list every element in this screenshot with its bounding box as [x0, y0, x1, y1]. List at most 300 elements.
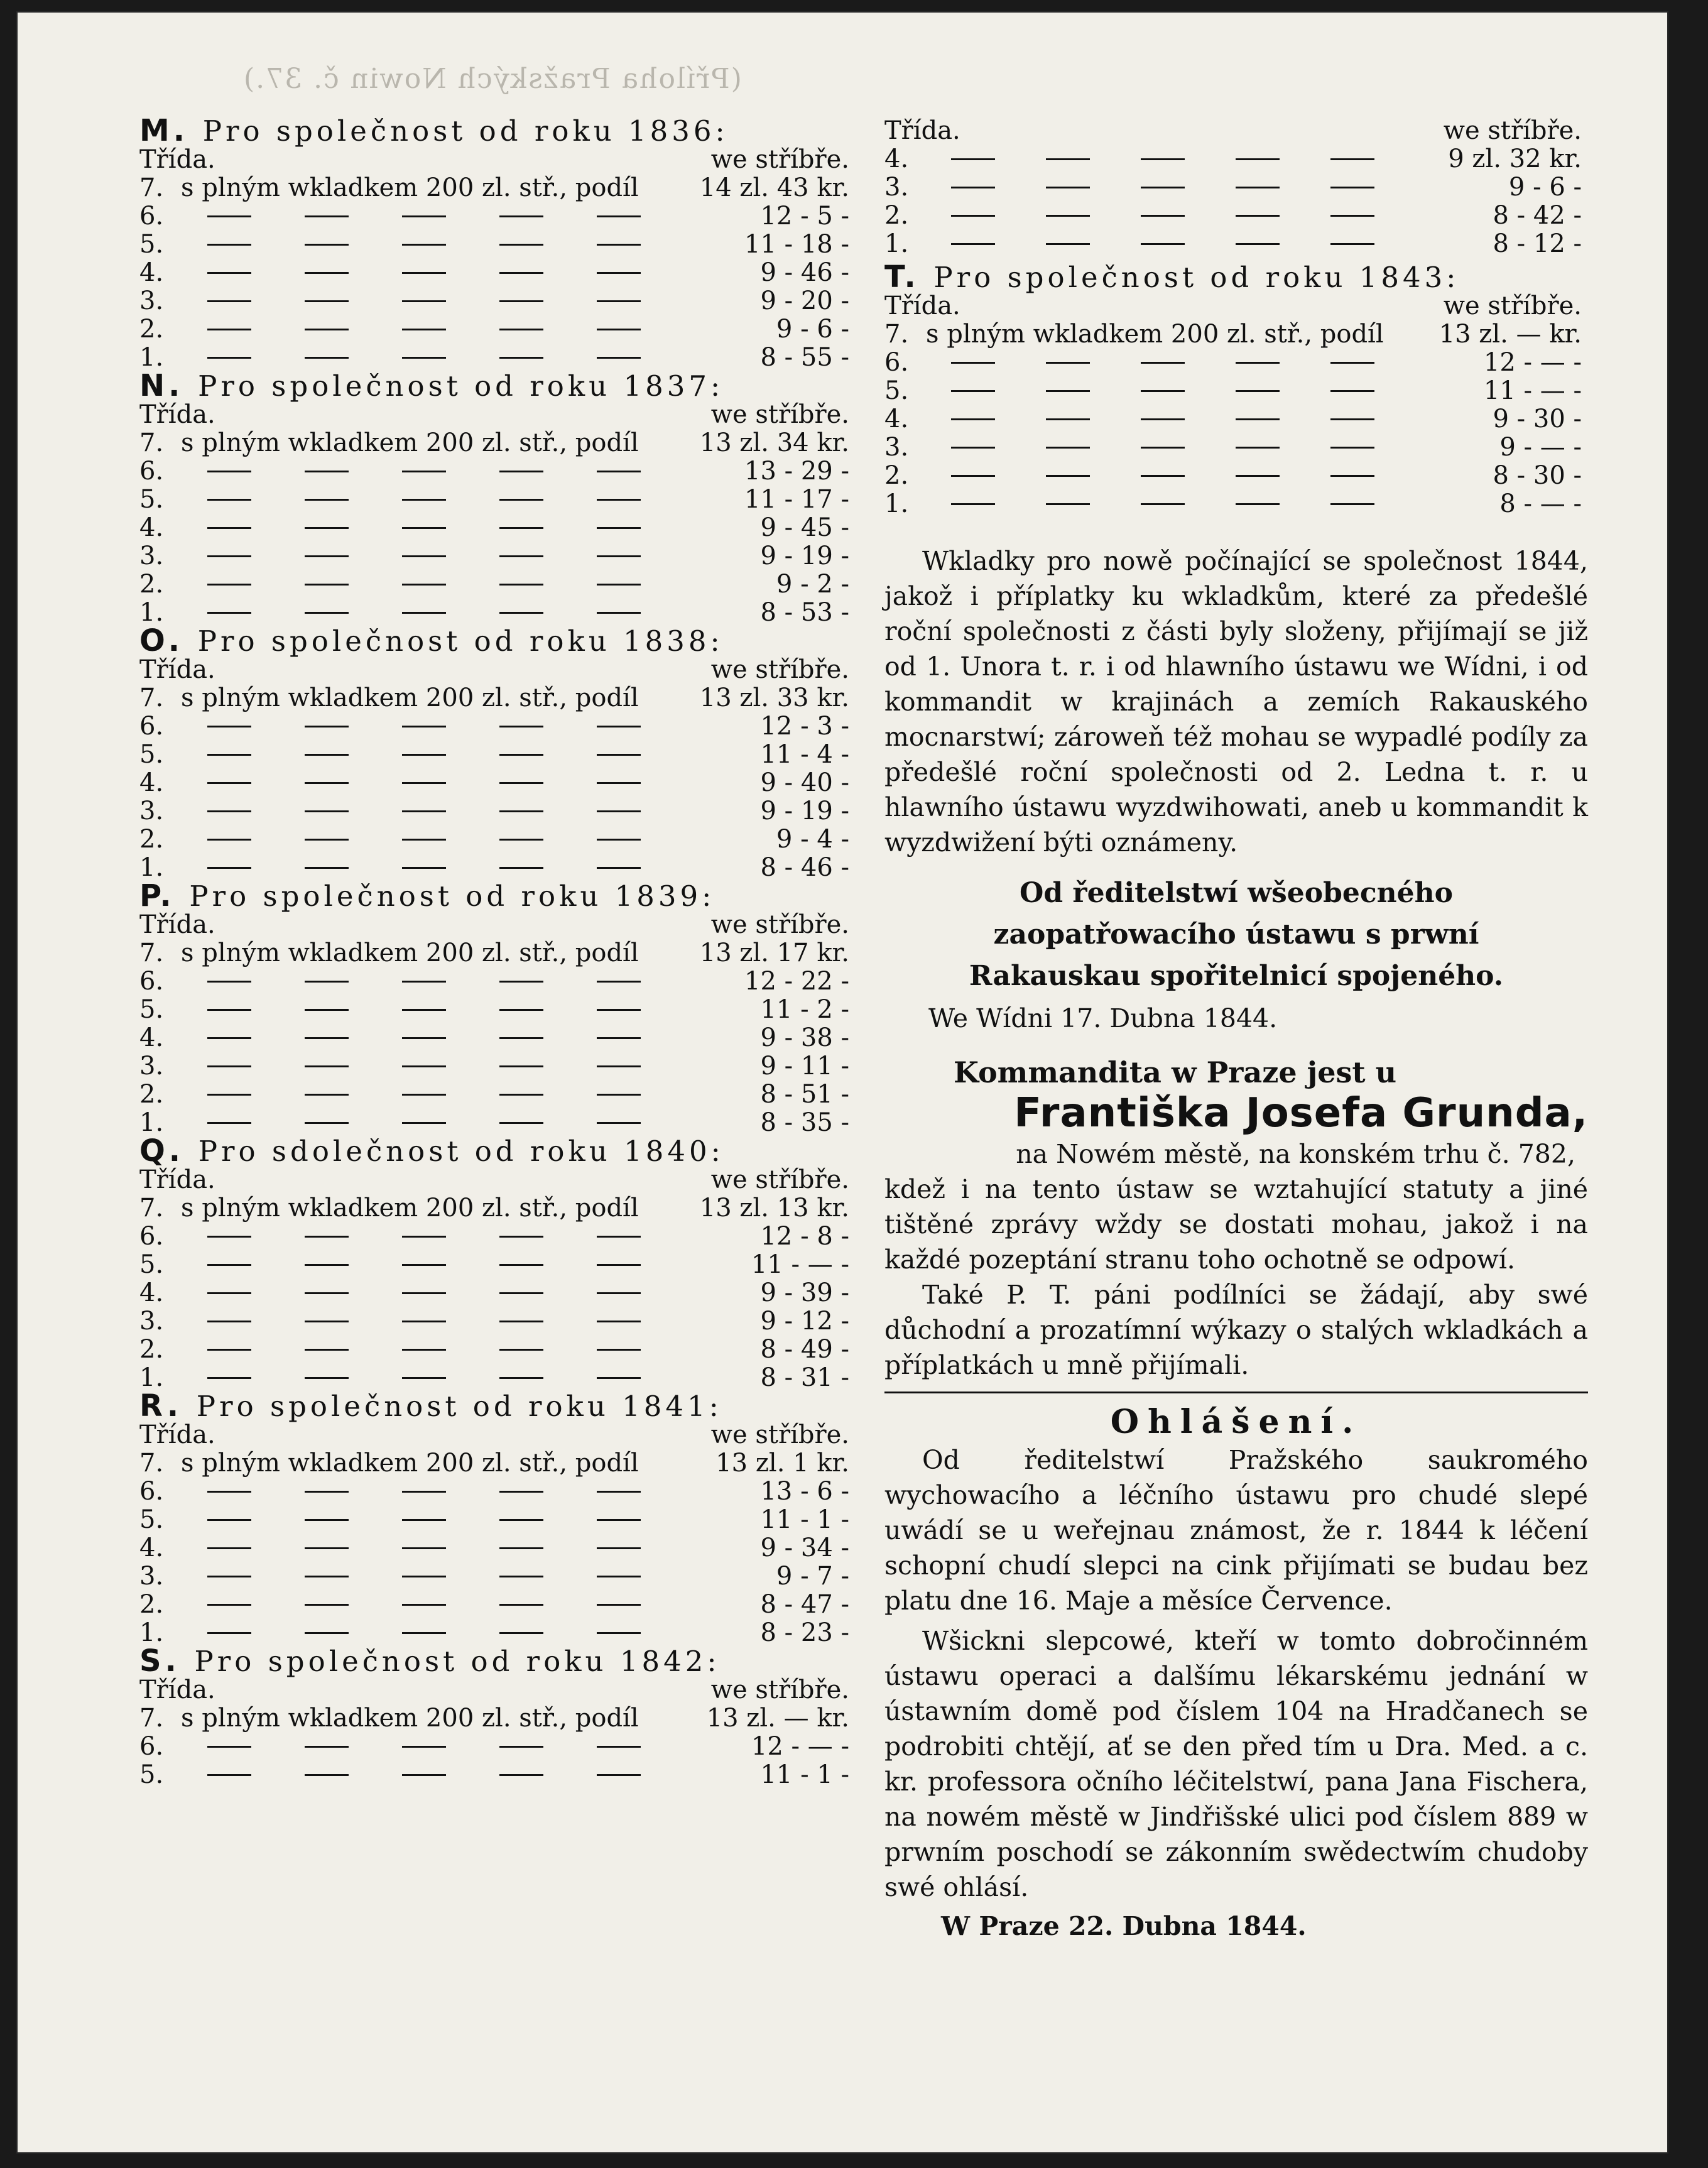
class-number: 3. [884, 433, 909, 462]
ditto-dash [951, 215, 995, 217]
class-label: Třída. [139, 655, 215, 684]
ditto-dash [402, 1349, 446, 1351]
ditto-dashes [181, 1604, 699, 1606]
rate-row [139, 854, 856, 882]
ditto-dash [1141, 158, 1185, 160]
ditto-dash [305, 612, 349, 614]
rate-row [139, 486, 856, 514]
class-number: 3. [139, 797, 164, 825]
class-label: Třída. [139, 1420, 215, 1449]
row-amount: 11 - 4 - [760, 740, 849, 769]
ditto-dash [402, 1632, 446, 1634]
notice-deposits: Wkladky pro nowě počínající se společnost 1844, jakož i příplatky ku wkladkům, které za předešlé roční společnosti z části byly složeny, přijímají se již od 1. Unora t. r. i od hlawního ústawu we Wídni, i od kommandit w krajinách a zemích Rakauského mocnarstwí; zároweň též mohau se wypadlé podíly za předešlé roční společnosti od 2. Ledna t. r. u hlawního ústawu wyzdwihowati, aneb u kommandit k wyzdwižení býti oznámeny. [884, 546, 1588, 858]
ditto-dashes [181, 1349, 699, 1351]
ditto-dashes [926, 158, 1431, 160]
row-amount: 8 - 31 - [760, 1363, 849, 1392]
ditto-dash [402, 1065, 446, 1067]
ditto-dash [305, 1122, 349, 1124]
ditto-dash [305, 471, 349, 472]
ditto-dash [499, 1576, 543, 1577]
ditto-dash [499, 1122, 543, 1124]
ditto-dash [1141, 243, 1185, 245]
ditto-dash [207, 839, 251, 841]
row-description: s plným wkladkem 200 zl. stř., podíl [181, 684, 639, 712]
ditto-dashes [181, 1122, 699, 1124]
ditto-dash [499, 1377, 543, 1379]
ditto-dash [402, 272, 446, 274]
ditto-dash [1046, 418, 1090, 420]
ditto-dash [499, 981, 543, 983]
ditto-dash [597, 726, 641, 727]
section-letter: R. [139, 1388, 197, 1424]
row-amount: 8 - 53 - [760, 598, 849, 627]
ditto-dash [1046, 362, 1090, 364]
rate-table-1843 [884, 259, 1588, 518]
ditto-dashes [181, 584, 699, 586]
ditto-dash [951, 475, 995, 477]
rate-tables-left [139, 113, 856, 1789]
class-number: 4. [139, 768, 164, 797]
ditto-dash [597, 1746, 641, 1748]
bleed-through-header: (Příloha Pražských Nowin č. 37.) [242, 63, 742, 95]
rate-row [139, 1336, 856, 1364]
ditto-dash [1236, 475, 1280, 477]
section-letter: N. [139, 368, 199, 403]
ditto-dash [499, 584, 543, 586]
row-amount: 9 - 2 - [776, 570, 849, 599]
currency-label: we stříbře. [710, 1420, 849, 1449]
ditto-dash [305, 810, 349, 812]
class-number: 5. [139, 1505, 164, 1534]
ditto-dash [1141, 475, 1185, 477]
row-amount: 13 zl. 34 kr. [699, 428, 849, 457]
vienna-dateline: We Wídni 17. Dubna 1844. [928, 1003, 1278, 1033]
ditto-dashes [181, 754, 699, 756]
class-number: 3. [139, 1052, 164, 1081]
class-number: 3. [139, 542, 164, 570]
column-header [139, 1676, 856, 1704]
ditto-dash [1046, 447, 1090, 449]
class-number: 6. [884, 348, 909, 377]
row-amount: 12 - 22 - [744, 967, 849, 996]
ditto-dashes [181, 1519, 699, 1521]
ditto-dash [597, 1037, 641, 1039]
section-letter: M. [139, 113, 203, 148]
ditto-dashes [926, 475, 1431, 477]
row-amount: 11 - 17 - [744, 485, 849, 514]
ditto-dashes [181, 1292, 699, 1294]
ditto-dash [305, 1349, 349, 1351]
ditto-dash [1330, 390, 1374, 392]
class-number: 1. [884, 489, 909, 518]
rate-row [139, 1081, 856, 1109]
ditto-dash [402, 527, 446, 529]
class-number: 1. [884, 229, 909, 258]
rate-row [884, 490, 1588, 518]
class-number: 3. [139, 1562, 164, 1591]
ditto-dash [207, 612, 251, 614]
ditto-dash [597, 1377, 641, 1379]
ditto-dash [402, 867, 446, 869]
ditto-dash [207, 555, 251, 557]
class-number: 6. [139, 967, 164, 996]
section-heading [139, 113, 856, 148]
ditto-dash [1330, 243, 1374, 245]
class-number: 6. [139, 457, 164, 486]
class-number: 4. [139, 1023, 164, 1052]
rate-row [139, 967, 856, 996]
ditto-dash [402, 782, 446, 784]
ditto-dash [597, 810, 641, 812]
rate-row [139, 1619, 856, 1647]
ditto-dash [499, 1491, 543, 1493]
ditto-dash [402, 1321, 446, 1322]
class-number: 2. [139, 1080, 164, 1109]
row-amount: 8 - 49 - [760, 1335, 849, 1364]
ditto-dash [402, 1576, 446, 1577]
ditto-dash [1046, 390, 1090, 392]
rate-row [139, 259, 856, 287]
ditto-dashes [181, 810, 699, 812]
kommandita-text-2: Také P. T. páni podílníci se žádají, aby swé důchodní a prozatímní wýkazy o stalých wkladkách a příplatkách u mně přijímali. [884, 1280, 1588, 1380]
rate-row [139, 344, 856, 372]
ditto-dash [597, 612, 641, 614]
ditto-dash [597, 754, 641, 756]
row-amount: 9 - 46 - [760, 258, 849, 287]
ditto-dash [402, 499, 446, 501]
rate-row [139, 457, 856, 486]
rate-row [139, 1052, 856, 1081]
rate-row [139, 741, 856, 769]
ditto-dash [207, 1576, 251, 1577]
row-amount: 9 - 6 - [1508, 173, 1582, 202]
ditto-dash [1141, 447, 1185, 449]
rate-section [139, 623, 856, 882]
row-amount: 11 - 18 - [744, 230, 849, 259]
class-number: 5. [884, 376, 909, 405]
ditto-dash [402, 612, 446, 614]
class-label: Třída. [139, 1675, 215, 1704]
rate-section [139, 368, 856, 627]
row-amount: 11 - 2 - [760, 995, 849, 1024]
class-number: 7. [884, 320, 909, 349]
ditto-dash [597, 1491, 641, 1493]
ditto-dashes [181, 1576, 699, 1577]
ditto-dash [597, 1292, 641, 1294]
ditto-dash [499, 499, 543, 501]
row-amount: 9 - 34 - [760, 1533, 849, 1562]
rate-row [139, 1279, 856, 1307]
ditto-dash [597, 867, 641, 869]
section-title: Pro společnost od roku 1839: [189, 880, 715, 913]
row-amount: 13 - 29 - [744, 457, 849, 486]
ditto-dashes [181, 1321, 699, 1322]
ditto-dash [1330, 418, 1374, 420]
kommandita-name: Františka Josefa Grunda, [1014, 1090, 1588, 1136]
ditto-dash [1141, 503, 1185, 505]
ditto-dash [499, 1349, 543, 1351]
ditto-dash [402, 584, 446, 586]
column-header [139, 656, 856, 684]
ditto-dash [305, 1094, 349, 1096]
ditto-dash [597, 357, 641, 359]
ditto-dash [1046, 243, 1090, 245]
ditto-dashes [181, 300, 699, 302]
row-amount: 14 zl. 43 kr. [699, 173, 849, 202]
ditto-dash [305, 839, 349, 841]
rate-row [884, 405, 1588, 433]
rate-row [139, 1506, 856, 1534]
ditto-dash [207, 810, 251, 812]
ditto-dash [499, 1264, 543, 1266]
class-number: 3. [884, 173, 909, 202]
rate-row [884, 349, 1588, 377]
class-number: 5. [139, 1760, 164, 1789]
rate-row [139, 315, 856, 344]
ditto-dash [499, 1746, 543, 1748]
class-number: 3. [139, 286, 164, 315]
row-amount: 13 - 6 - [760, 1477, 849, 1506]
ditto-dash [1046, 475, 1090, 477]
ditto-dash [951, 362, 995, 364]
kommandita-text: kdež i na tento ústaw se wztahující statuty a jiné tištěné zprávy wždy se dostati mohau, jakož i na každé pozeptání stranu toho ochotně se odpowí. [884, 1174, 1588, 1275]
class-number: 6. [139, 1222, 164, 1251]
ditto-dash [499, 300, 543, 302]
ditto-dash [402, 471, 446, 472]
rate-row [139, 1109, 856, 1137]
class-number: 7. [139, 1449, 164, 1478]
rate-row [139, 1562, 856, 1591]
ditto-dash [305, 981, 349, 983]
class-number: 1. [139, 853, 164, 882]
ditto-dash [305, 1321, 349, 1322]
class-number: 6. [139, 202, 164, 231]
ditto-dash [1046, 187, 1090, 188]
ditto-dash [597, 527, 641, 529]
ditto-dashes [181, 1632, 699, 1634]
ditto-dash [402, 1264, 446, 1266]
ditto-dash [207, 1292, 251, 1294]
ditto-dash [207, 867, 251, 869]
ditto-dash [402, 1547, 446, 1549]
rate-row [139, 712, 856, 741]
rate-row [139, 174, 856, 202]
ditto-dash [402, 726, 446, 727]
ditto-dash [207, 1264, 251, 1266]
ditto-dash [1236, 243, 1280, 245]
class-number: 1. [139, 1618, 164, 1647]
ditto-dash [499, 1547, 543, 1549]
ditto-dash [207, 499, 251, 501]
row-description: s plným wkladkem 200 zl. stř., podíl [181, 1194, 639, 1223]
row-amount: 12 - — - [1483, 348, 1582, 377]
ditto-dash [402, 754, 446, 756]
currency-label: we stříbře. [1443, 116, 1582, 145]
class-number: 4. [139, 513, 164, 542]
row-amount: 8 - — - [1499, 489, 1582, 518]
class-number: 2. [884, 201, 909, 230]
ditto-dash [402, 1746, 446, 1748]
ditto-dash [305, 584, 349, 586]
ditto-dash [305, 1576, 349, 1577]
class-number: 7. [139, 684, 164, 712]
rate-section [139, 1133, 856, 1392]
ditto-dash [305, 300, 349, 302]
ditto-dash [597, 1519, 641, 1521]
class-number: 1. [139, 343, 164, 372]
ditto-dash [1046, 215, 1090, 217]
row-description: s plným wkladkem 200 zl. stř., podíl [181, 428, 639, 457]
ditto-dash [597, 1122, 641, 1124]
row-amount: 13 zl. 17 kr. [699, 939, 849, 967]
ditto-dash [597, 555, 641, 557]
class-number: 4. [139, 1278, 164, 1307]
section-letter: S. [139, 1643, 195, 1679]
class-number: 1. [139, 1108, 164, 1137]
class-number: 7. [139, 939, 164, 967]
class-label: Třída. [884, 291, 960, 320]
ditto-dash [207, 1094, 251, 1096]
ditto-dashes [181, 1377, 699, 1379]
ditto-dashes [181, 612, 699, 614]
row-amount: 8 - 12 - [1493, 229, 1582, 258]
ditto-dash [305, 244, 349, 246]
ditto-dash [305, 1519, 349, 1521]
ditto-dash [402, 810, 446, 812]
row-description: s plným wkladkem 200 zl. stř., podíl [181, 939, 639, 967]
ditto-dash [305, 499, 349, 501]
ditto-dash [499, 215, 543, 217]
ditto-dash [207, 300, 251, 302]
class-number: 4. [139, 258, 164, 287]
class-label: Třída. [139, 145, 215, 174]
row-description: s plným wkladkem 200 zl. stř., podíl [181, 173, 639, 202]
section-heading [139, 878, 856, 913]
ditto-dash [305, 1604, 349, 1606]
ditto-dashes [181, 1491, 699, 1493]
rate-row [139, 1307, 856, 1336]
ditto-dash [597, 272, 641, 274]
ditto-dash [402, 1604, 446, 1606]
class-number: 5. [139, 740, 164, 769]
ditto-dash [207, 244, 251, 246]
ditto-dash [499, 1604, 543, 1606]
ditto-dash [305, 1746, 349, 1748]
ditto-dash [499, 471, 543, 472]
rate-row [884, 433, 1588, 462]
row-amount: 9 - — - [1499, 433, 1582, 462]
rate-row [139, 287, 856, 315]
ditto-dash [402, 357, 446, 359]
left-column [139, 113, 856, 1789]
ditto-dash [597, 1094, 641, 1096]
ditto-dash [207, 1122, 251, 1124]
section-heading [884, 259, 1588, 295]
ditto-dash [305, 1491, 349, 1493]
currency-label: we stříbře. [710, 1165, 849, 1194]
ditto-dash [402, 1122, 446, 1124]
section-heading [139, 1643, 856, 1679]
row-amount: 11 - — - [1483, 376, 1582, 405]
column-header [139, 146, 856, 174]
row-amount: 9 - 45 - [760, 513, 849, 542]
ditto-dash [1330, 447, 1374, 449]
ditto-dash [402, 300, 446, 302]
section-title: Pro sdolečnost od roku 1840: [198, 1135, 724, 1168]
ditto-dash [207, 1632, 251, 1634]
class-number: 7. [139, 173, 164, 202]
section-title: Pro společnost od roku 1841: [196, 1390, 722, 1423]
class-number: 7. [139, 428, 164, 457]
ditto-dash [499, 1065, 543, 1067]
ditto-dash [499, 726, 543, 727]
ditto-dash [499, 612, 543, 614]
rate-section [139, 1643, 856, 1789]
ditto-dash [499, 867, 543, 869]
ditto-dash [499, 555, 543, 557]
class-number: 2. [139, 825, 164, 854]
ditto-dash [1330, 158, 1374, 160]
ditto-dash [402, 1774, 446, 1776]
rate-row [139, 1223, 856, 1251]
rate-row [139, 231, 856, 259]
ditto-dash [1236, 503, 1280, 505]
rate-row [139, 429, 856, 457]
ditto-dash [1330, 215, 1374, 217]
ditto-dash [207, 471, 251, 472]
row-amount: 12 - 8 - [760, 1222, 849, 1251]
ditto-dash [1141, 362, 1185, 364]
ditto-dash [207, 1349, 251, 1351]
column-header [139, 401, 856, 429]
ditto-dash [207, 329, 251, 330]
ditto-dashes [181, 1236, 699, 1238]
ditto-dash [402, 1519, 446, 1521]
class-number: 6. [139, 1732, 164, 1761]
rate-row [884, 230, 1588, 258]
column-header [884, 292, 1588, 320]
ditto-dash [305, 1009, 349, 1011]
ditto-dash [207, 527, 251, 529]
ditto-dash [305, 1292, 349, 1294]
ditto-dashes [926, 447, 1431, 449]
ditto-dash [207, 584, 251, 586]
rate-row [884, 202, 1588, 230]
section-title: Pro společnost od roku 1836: [202, 114, 729, 148]
ditto-dash [951, 447, 995, 449]
ditto-dash [597, 1632, 641, 1634]
class-number: 5. [139, 1250, 164, 1279]
ditto-dash [597, 1604, 641, 1606]
ditto-dash [499, 839, 543, 841]
ditto-dash [207, 272, 251, 274]
section-heading [139, 623, 856, 658]
ohlaseni-title: Ohlášení. [1110, 1403, 1363, 1441]
ditto-dash [402, 839, 446, 841]
currency-label: we stříbře. [710, 1675, 849, 1704]
ditto-dash [1046, 158, 1090, 160]
row-amount: 11 - — - [751, 1250, 849, 1279]
ditto-dashes [181, 215, 699, 217]
divider [884, 1392, 1588, 1393]
ditto-dash [499, 1321, 543, 1322]
ditto-dash [499, 1292, 543, 1294]
ditto-dashes [926, 418, 1431, 420]
ditto-dash [207, 1037, 251, 1039]
rate-row [139, 1761, 856, 1789]
class-number: 2. [139, 1335, 164, 1364]
ditto-dashes [926, 390, 1431, 392]
